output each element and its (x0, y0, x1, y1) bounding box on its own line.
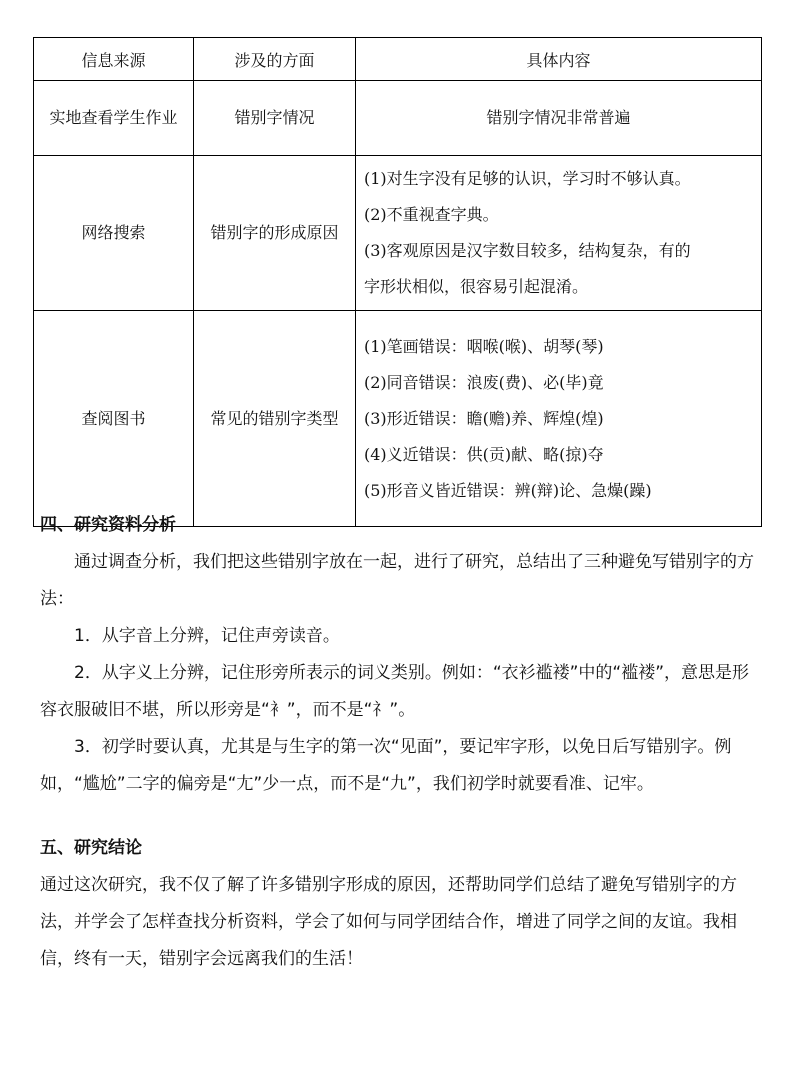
row-content (356, 311, 762, 527)
row-aspect: 常见的错别字类型 (194, 311, 356, 527)
content-line: (1)对生字没有足够的认识，学习时不够认真。 (364, 169, 691, 188)
research-info-table (33, 37, 762, 527)
section-paragraph: 通过这次研究，我不仅了解了许多错别字形成的原因，还帮助同学们总结了避免写错别字的方法，并学会了怎样查找分析资料，学会了如何与同学团结合作，增进了同学之间的友谊。我相信，终有一天，错别字会远离我们的生活！ (40, 875, 737, 969)
content-line: (5)形音义皆近错误：辨(辩)论、急燥(躁) (364, 480, 652, 500)
content-line: (1)笔画错误：咽喉(喉)、胡琴(琴) (364, 336, 604, 356)
table-row (34, 311, 762, 527)
header-aspect: 涉及的方面 (194, 38, 356, 81)
method-item: 2．从字义上分辨，记住形旁所表示的词义类别。例如：“衣衫褴褛”中的“褴褛”，意思是形容衣服破旧不堪，所以形旁是“衤”，而不是“礻”。 (40, 663, 750, 720)
content-line: (3)客观原因是汉字数目较多，结构复杂，有的 (364, 241, 691, 260)
row-content: 错别字情况非常普遍 (356, 81, 762, 156)
method-item: 1．从字音上分辨，记住声旁读音。 (74, 626, 340, 646)
section-conclusion (40, 830, 760, 978)
row-aspect: 错别字情况 (194, 81, 356, 156)
section-heading: 四、研究资料分析 (40, 515, 176, 535)
content-line: (3)形近错误：瞻(赡)养、辉煌(煌) (364, 408, 604, 428)
row-source: 网络搜索 (34, 156, 194, 311)
table-row (34, 156, 762, 311)
section-paragraph: 通过调查分析，我们把这些错别字放在一起，进行了研究，总结出了三种避免写错别字的方法： (40, 552, 754, 609)
section-heading: 五、研究结论 (40, 838, 142, 858)
row-content (356, 156, 762, 311)
content-line: (4)义近错误：供(贡)献、略(掠)夺 (364, 444, 604, 464)
row-aspect: 错别字的形成原因 (194, 156, 356, 311)
content-line: (2)同音错误：浪废(费)、必(毕)竟 (364, 372, 604, 392)
content-line: (2)不重视查字典。 (364, 205, 499, 224)
section-analysis (40, 507, 760, 803)
method-item: 3．初学时要认真，尤其是与生字的第一次“见面”，要记牢字形，以免日后写错别字。例如，“尴尬”二字的偏旁是“尢”少一点，而不是“九”，我们初学时就要看准、记牢。 (40, 737, 732, 794)
table-row (34, 81, 762, 156)
header-source: 信息来源 (34, 38, 194, 81)
header-content: 具体内容 (356, 38, 762, 81)
content-line: 字形状相似，很容易引起混淆。 (364, 277, 589, 296)
row-source: 查阅图书 (34, 311, 194, 527)
table-header-row (34, 38, 762, 81)
row-source: 实地查看学生作业 (34, 81, 194, 156)
